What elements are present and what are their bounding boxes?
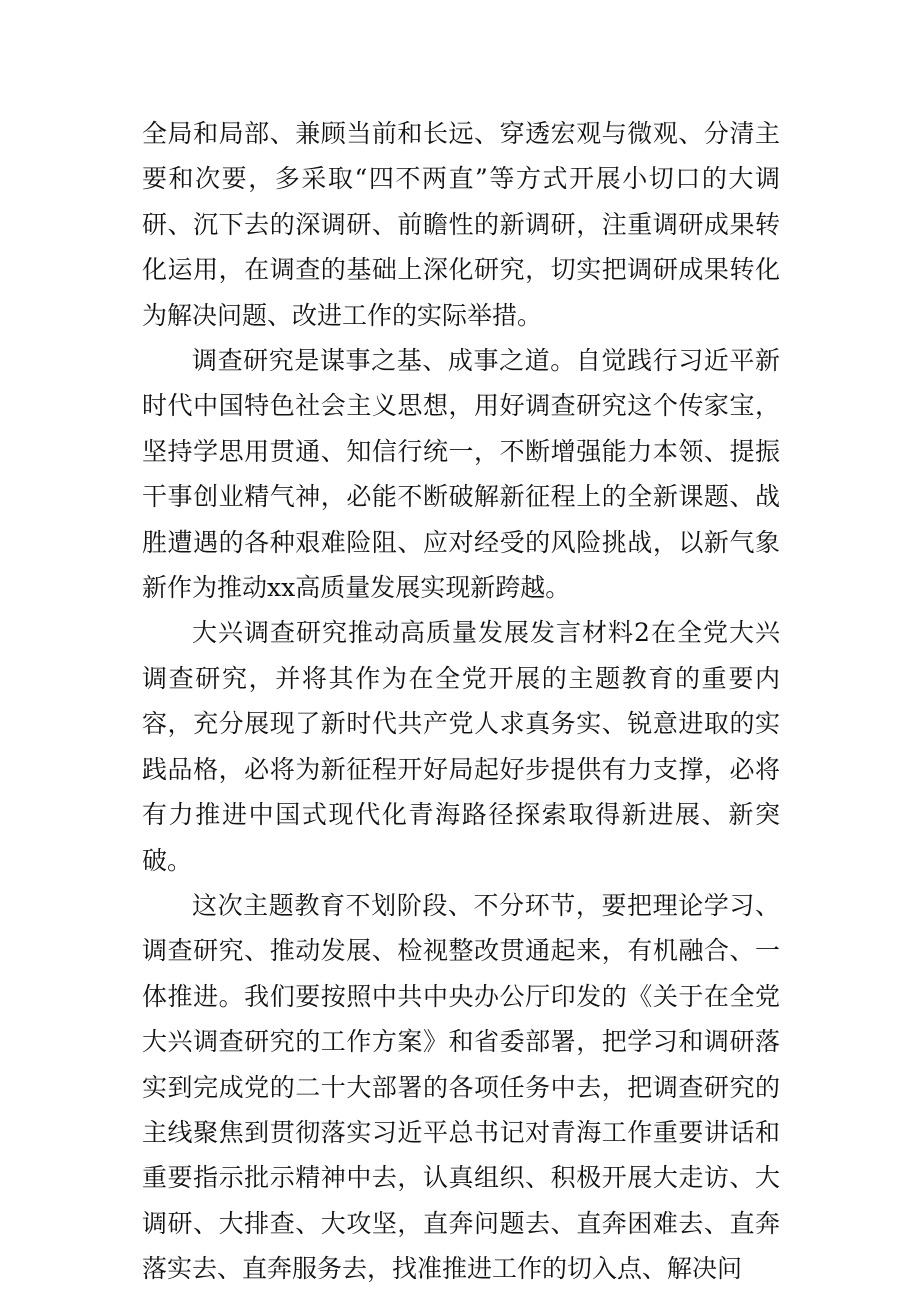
paragraph-4: 这次主题教育不划阶段、不分环节，要把理论学习、调查研究、推动发展、检视整改贯通起来，有机融合、一体推进。我们要按照中共中央办公厅印发的《关于在全党大兴调查研究的工作方案》和省委部署，把学习和调研落实到完成党的二十大部署的各项任务中去，把调查研究的主线聚焦到贯彻落实习近平总书记对青海工作重要讲话和重要指示批示精神中去，认真组织、积极开展大走访、大调研、大排查、大攻坚，直奔问题去、直奔困难去、直奔落实去、直奔服务去，找准推进工作的切入点、解决问 — [142, 890, 780, 1284]
body-text — [142, 111, 780, 1292]
paragraph-3: 大兴调查研究推动高质量发展发言材料2在全党大兴调查研究，并将其作为在全党开展的主题教育的重要内容，充分展现了新时代共产党人求真务实、锐意进取的实践品格，必将为新征程开好局起好步提供有力支撑，必将有力推进中国式现代化青海路径探索取得新进展、新突破。 — [142, 618, 780, 875]
paragraph-1: 全局和局部、兼顾当前和长远、穿透宏观与微观、分清主要和次要，多采取“四不两直”等方式开展小切口的大调研、沉下去的深调研、前瞻性的新调研，注重调研成果转化运用，在调查的基础上深化研究，切实把调研成果转化为解决问题、改进工作的实际举措。 — [142, 119, 780, 330]
paragraph-2: 调查研究是谋事之基、成事之道。自觉践行习近平新时代中国特色社会主义思想，用好调查研究这个传家宝，坚持学思用贯通、知信行统一，不断增强能力本领、提振干事创业精气神，必能不断破解新征程上的全新课题、战胜遭遇的各种艰难险阻、应对经受的风险挑战，以新气象新作为推动xx高质量发展实现新跨越。 — [142, 346, 780, 603]
